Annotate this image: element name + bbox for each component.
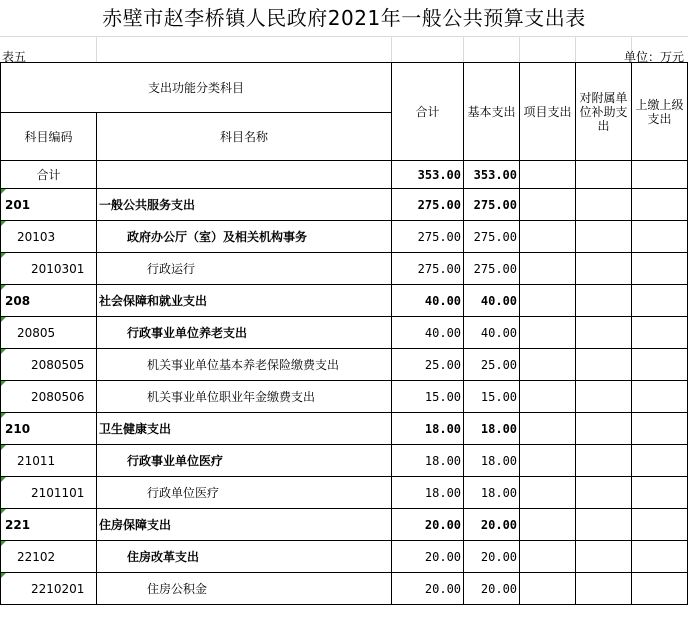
total-amount: 353.00 bbox=[392, 161, 464, 189]
amount-total-cell: 40.00 bbox=[392, 317, 464, 349]
cell-comment-marker bbox=[1, 445, 6, 450]
cell-comment-marker bbox=[1, 221, 6, 226]
amount-subsidy-cell bbox=[576, 573, 632, 605]
amount-basic-cell: 20.00 bbox=[464, 509, 520, 541]
subject-code-text: 2080505 bbox=[31, 357, 85, 372]
amount-upper-cell bbox=[632, 253, 688, 285]
total-upper-cell bbox=[632, 161, 688, 189]
table-row bbox=[1, 413, 688, 445]
cell-comment-marker bbox=[1, 573, 6, 578]
amount-subsidy-cell bbox=[576, 317, 632, 349]
subject-name-cell: 一般公共服务支出 bbox=[97, 189, 392, 221]
table-row bbox=[1, 189, 688, 221]
amount-total-cell: 25.00 bbox=[392, 349, 464, 381]
amount-basic-cell: 20.00 bbox=[464, 573, 520, 605]
header-project-expenditure: 项目支出 bbox=[520, 63, 576, 161]
amount-project-cell bbox=[520, 509, 576, 541]
amount-basic-cell: 275.00 bbox=[464, 221, 520, 253]
amount-upper-cell bbox=[632, 413, 688, 445]
table-row bbox=[1, 221, 688, 253]
subject-name-cell: 住房保障支出 bbox=[97, 509, 392, 541]
amount-upper-cell bbox=[632, 317, 688, 349]
amount-project-cell bbox=[520, 477, 576, 509]
subject-name-cell: 机关事业单位职业年金缴费支出 bbox=[97, 381, 392, 413]
amount-upper-cell bbox=[632, 509, 688, 541]
subject-code-cell bbox=[1, 477, 97, 509]
amount-subsidy-cell bbox=[576, 509, 632, 541]
subject-code-text: 210 bbox=[5, 421, 31, 436]
amount-total-cell: 40.00 bbox=[392, 285, 464, 317]
subject-code-cell bbox=[1, 349, 97, 381]
header-subject-name: 科目名称 bbox=[97, 113, 392, 161]
amount-basic-cell: 40.00 bbox=[464, 317, 520, 349]
subject-code-cell bbox=[1, 285, 97, 317]
amount-project-cell bbox=[520, 317, 576, 349]
cell-comment-marker bbox=[1, 541, 6, 546]
subject-code-text: 2101101 bbox=[31, 485, 85, 500]
amount-basic-cell: 275.00 bbox=[464, 189, 520, 221]
amount-subsidy-cell bbox=[576, 189, 632, 221]
subject-code-text: 208 bbox=[5, 293, 31, 308]
amount-project-cell bbox=[520, 221, 576, 253]
subject-code-text: 22102 bbox=[17, 549, 56, 564]
table-row bbox=[1, 445, 688, 477]
total-name-cell bbox=[97, 161, 392, 189]
amount-project-cell bbox=[520, 349, 576, 381]
subject-code-cell bbox=[1, 445, 97, 477]
amount-total-cell: 275.00 bbox=[392, 221, 464, 253]
subject-code-text: 20805 bbox=[17, 325, 56, 340]
table-row bbox=[1, 573, 688, 605]
table-row bbox=[1, 253, 688, 285]
amount-total-cell: 20.00 bbox=[392, 509, 464, 541]
amount-project-cell bbox=[520, 445, 576, 477]
amount-total-cell: 15.00 bbox=[392, 381, 464, 413]
total-label: 合计 bbox=[1, 161, 97, 189]
table-row bbox=[1, 509, 688, 541]
cell-comment-marker bbox=[1, 253, 6, 258]
amount-project-cell bbox=[520, 541, 576, 573]
amount-basic-cell: 25.00 bbox=[464, 349, 520, 381]
sheet-number: 表五 bbox=[2, 50, 27, 64]
amount-upper-cell bbox=[632, 221, 688, 253]
amount-subsidy-cell bbox=[576, 349, 632, 381]
cell-comment-marker bbox=[1, 349, 6, 354]
amount-subsidy-cell bbox=[576, 445, 632, 477]
subject-name-cell: 卫生健康支出 bbox=[97, 413, 392, 445]
subject-name-cell: 行政事业单位养老支出 bbox=[97, 317, 392, 349]
subject-code-text: 21011 bbox=[17, 453, 56, 468]
subject-code-cell bbox=[1, 317, 97, 349]
cell-comment-marker bbox=[1, 413, 6, 418]
subject-code-text: 201 bbox=[5, 197, 31, 212]
amount-total-cell: 20.00 bbox=[392, 541, 464, 573]
table-row bbox=[1, 541, 688, 573]
amount-total-cell: 275.00 bbox=[392, 189, 464, 221]
amount-project-cell bbox=[520, 253, 576, 285]
subject-code-cell bbox=[1, 221, 97, 253]
table-row bbox=[1, 317, 688, 349]
subject-name-cell: 住房公积金 bbox=[97, 573, 392, 605]
amount-basic-cell: 18.00 bbox=[464, 477, 520, 509]
total-basic-amount: 353.00 bbox=[464, 161, 520, 189]
table-row bbox=[1, 381, 688, 413]
header-subsidy-to-affiliates: 对附属单位补助支出 bbox=[576, 63, 632, 161]
header-pay-to-upper-level: 上缴上级支出 bbox=[632, 63, 688, 161]
amount-total-cell: 20.00 bbox=[392, 573, 464, 605]
subject-name-cell: 机关事业单位基本养老保险缴费支出 bbox=[97, 349, 392, 381]
amount-total-cell: 18.00 bbox=[392, 445, 464, 477]
table-row bbox=[1, 477, 688, 509]
subject-code-text: 2210201 bbox=[31, 581, 85, 596]
amount-project-cell bbox=[520, 573, 576, 605]
cell-comment-marker bbox=[1, 477, 6, 482]
amount-upper-cell bbox=[632, 573, 688, 605]
total-subsidy-cell bbox=[576, 161, 632, 189]
amount-basic-cell: 18.00 bbox=[464, 413, 520, 445]
table-row bbox=[1, 285, 688, 317]
total-row bbox=[1, 161, 688, 189]
subject-name-cell: 行政事业单位医疗 bbox=[97, 445, 392, 477]
amount-upper-cell bbox=[632, 381, 688, 413]
amount-subsidy-cell bbox=[576, 541, 632, 573]
amount-total-cell: 275.00 bbox=[392, 253, 464, 285]
page-title: 赤壁市赵李桥镇人民政府2021年一般公共预算支出表 bbox=[102, 6, 586, 30]
header-total: 合计 bbox=[392, 63, 464, 161]
subject-code-cell bbox=[1, 573, 97, 605]
amount-upper-cell bbox=[632, 477, 688, 509]
amount-project-cell bbox=[520, 189, 576, 221]
amount-basic-cell: 15.00 bbox=[464, 381, 520, 413]
cell-comment-marker bbox=[1, 285, 6, 290]
subject-name-cell: 住房改革支出 bbox=[97, 541, 392, 573]
amount-project-cell bbox=[520, 285, 576, 317]
header-subject-code: 科目编码 bbox=[1, 113, 97, 161]
amount-total-cell: 18.00 bbox=[392, 413, 464, 445]
cell-comment-marker bbox=[1, 509, 6, 514]
cell-comment-marker bbox=[1, 381, 6, 386]
header-basic-expenditure: 基本支出 bbox=[464, 63, 520, 161]
amount-upper-cell bbox=[632, 541, 688, 573]
amount-upper-cell bbox=[632, 285, 688, 317]
subject-name-cell: 政府办公厅（室）及相关机构事务 bbox=[97, 221, 392, 253]
table-row bbox=[1, 349, 688, 381]
subject-name-cell: 行政单位医疗 bbox=[97, 477, 392, 509]
amount-basic-cell: 40.00 bbox=[464, 285, 520, 317]
budget-table bbox=[0, 62, 688, 605]
subject-code-cell bbox=[1, 509, 97, 541]
amount-project-cell bbox=[520, 413, 576, 445]
subject-code-text: 2010301 bbox=[31, 261, 85, 276]
amount-subsidy-cell bbox=[576, 221, 632, 253]
amount-upper-cell bbox=[632, 189, 688, 221]
subject-code-text: 2080506 bbox=[31, 389, 85, 404]
amount-subsidy-cell bbox=[576, 285, 632, 317]
header-function-category: 支出功能分类科目 bbox=[1, 63, 392, 113]
subject-code-cell bbox=[1, 253, 97, 285]
cell-comment-marker bbox=[1, 317, 6, 322]
subject-code-cell bbox=[1, 541, 97, 573]
unit-label: 单位：万元 bbox=[623, 50, 684, 64]
cell-comment-marker bbox=[1, 189, 6, 194]
subject-code-cell bbox=[1, 381, 97, 413]
amount-upper-cell bbox=[632, 445, 688, 477]
amount-subsidy-cell bbox=[576, 477, 632, 509]
subject-code-cell bbox=[1, 413, 97, 445]
subject-name-cell: 行政运行 bbox=[97, 253, 392, 285]
subject-code-text: 221 bbox=[5, 517, 31, 532]
amount-basic-cell: 20.00 bbox=[464, 541, 520, 573]
subject-code-cell bbox=[1, 189, 97, 221]
amount-upper-cell bbox=[632, 349, 688, 381]
amount-subsidy-cell bbox=[576, 253, 632, 285]
amount-basic-cell: 275.00 bbox=[464, 253, 520, 285]
total-project-cell bbox=[520, 161, 576, 189]
amount-subsidy-cell bbox=[576, 413, 632, 445]
amount-basic-cell: 18.00 bbox=[464, 445, 520, 477]
amount-subsidy-cell bbox=[576, 381, 632, 413]
amount-total-cell: 18.00 bbox=[392, 477, 464, 509]
subject-code-text: 20103 bbox=[17, 229, 56, 244]
subject-name-cell: 社会保障和就业支出 bbox=[97, 285, 392, 317]
amount-project-cell bbox=[520, 381, 576, 413]
